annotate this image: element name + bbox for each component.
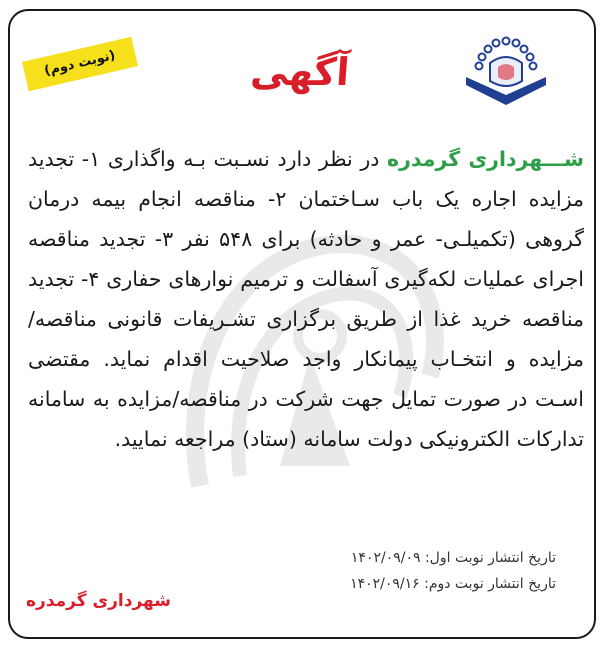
municipality-logo (460, 33, 552, 111)
org-name: شـــهرداری گرمدره (387, 147, 584, 171)
footer-signature: شهرداری گرمدره (26, 591, 171, 611)
notice-body (28, 139, 584, 459)
publication-dates (350, 545, 556, 597)
notice-title: آگهی (249, 50, 351, 94)
publication-round-badge: (نوبت دوم) (22, 37, 138, 91)
notice-frame (8, 9, 596, 639)
second-publication-date: تاریخ انتشار نوبت دوم: ۱۴۰۲/۰۹/۱۶ (350, 576, 556, 592)
notice-body-text: در نظر دارد نسـبت بـه واگذاری ۱- تجدید مزایده اجاره یک باب سـاختمان ۲- مناقصه انجام بیمه درمان گروهی (تکمیلـی- عمر و حادثه) برای ۵۴۸ نفر ۳- تجدید مناقصه اجرای عملیات لکه‌گیری آسفالت و ترمیم نوارهای حفاری ۴- تجدید مناقصه خرید غذا از طریق برگزاری تشـریفات قانونی مناقصه/ مزایده و انتخـاب پیمانکار واجد صلاحیت اقدام نماید. مقتضی اسـت در صورت تمایل جهت شرکت در مناقصه/مزایده به سامانه تدارکات الکترونیکی دولت سامانه (ستاد) مراجعه نمایید. (28, 147, 585, 451)
first-publication-date: تاریخ انتشار نوبت اول: ۱۴۰۲/۰۹/۰۹ (350, 550, 556, 566)
